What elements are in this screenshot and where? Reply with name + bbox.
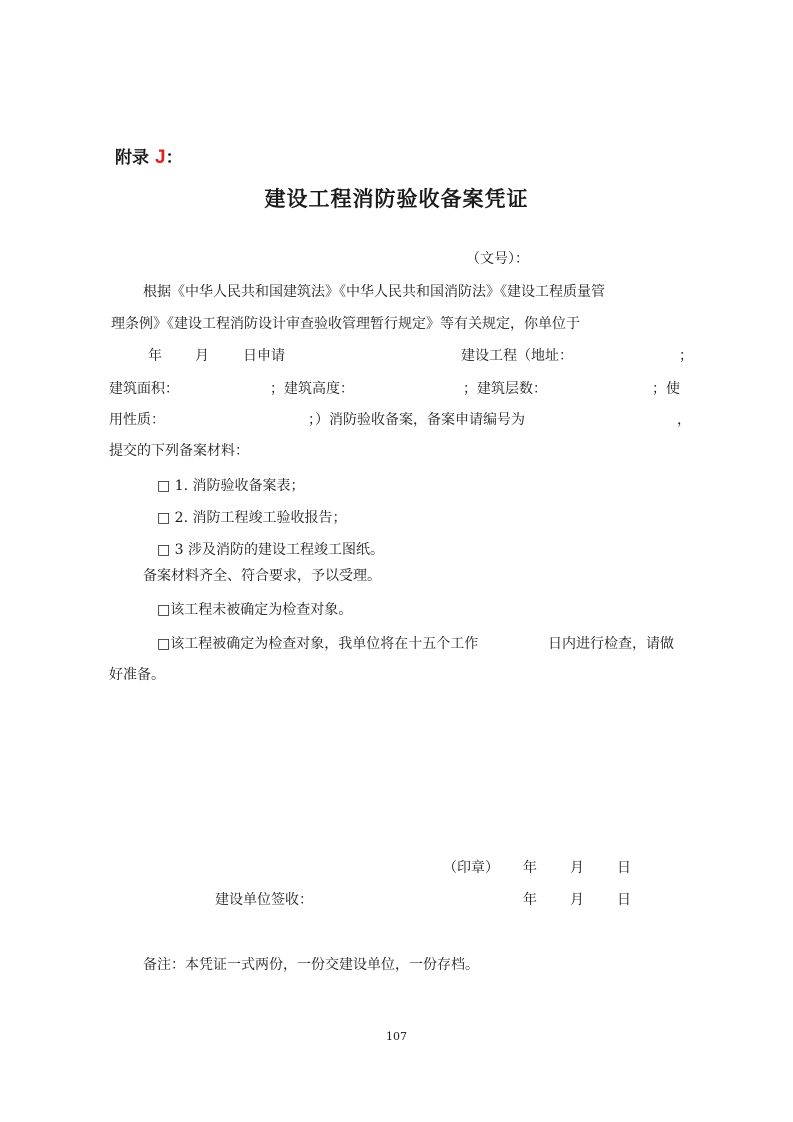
seal-day: 日 <box>617 860 631 876</box>
page-title: 建设工程消防验收备案凭证 <box>264 187 529 211</box>
note: 备注：本凭证一式两份，一份交建设单位，一份存档。 <box>143 957 479 973</box>
floors-label: ；建筑层数： <box>463 381 547 397</box>
filing-number-label: ；）消防验收备案，备案申请编号为 <box>308 412 525 428</box>
date-day-apply: 日申请 <box>243 348 285 364</box>
project-label: 建设工程（地址： <box>461 348 573 364</box>
receipt-day: 日 <box>617 892 631 908</box>
area-label: 建筑面积： <box>109 381 179 397</box>
date-month: 月 <box>195 348 209 364</box>
use-label-part1: ；使 <box>652 381 680 397</box>
height-label: ；建筑高度： <box>270 381 354 397</box>
option-inspected-days: 日内进行检查，请做 <box>548 636 674 652</box>
option-not-inspected: □该工程未被确定为检查对象。 <box>157 602 353 618</box>
appendix-heading <box>115 143 183 169</box>
receipt-year: 年 <box>523 892 537 908</box>
material-item-2: □ 2. 消防工程竣工验收报告； <box>157 510 347 526</box>
paragraph-line-2: 理条例》《建设工程消防设计审查验收管理暂行规定》等有关规定，你单位于 <box>111 316 580 332</box>
appendix-label: 附录 <box>115 148 149 168</box>
seal-label: （印章） <box>443 860 499 876</box>
use-label-part2: 用性质： <box>109 412 165 428</box>
seal-month: 月 <box>570 860 584 876</box>
material-item-1: □ 1. 消防验收备案表； <box>157 478 305 494</box>
appendix-letter: J <box>155 147 166 168</box>
comma: ， <box>677 412 691 428</box>
paragraph-line-1: 根据《中华人民共和国建筑法》《中华人民共和国消防法》《建设工程质量管 <box>143 284 605 300</box>
material-item-3: □ 3 涉及消防的建设工程竣工图纸。 <box>157 542 385 558</box>
submitted-materials-label: 提交的下列备案材料： <box>109 443 249 459</box>
separator: ； <box>679 348 693 364</box>
receipt-month: 月 <box>570 892 584 908</box>
seal-year: 年 <box>523 860 537 876</box>
accepted-statement: 备案材料齐全、符合要求，予以受理。 <box>143 568 381 584</box>
date-year: 年 <box>148 348 162 364</box>
receipt-label: 建设单位签收： <box>215 892 313 908</box>
page-number: 107 <box>386 1030 407 1043</box>
doc-number-label: （文号）： <box>466 251 529 267</box>
option-inspected-line-1: □该工程被确定为检查对象，我单位将在十五个工作 <box>157 636 479 652</box>
option-inspected-line-2: 好准备。 <box>109 667 165 683</box>
appendix-colon: ： <box>165 148 183 168</box>
